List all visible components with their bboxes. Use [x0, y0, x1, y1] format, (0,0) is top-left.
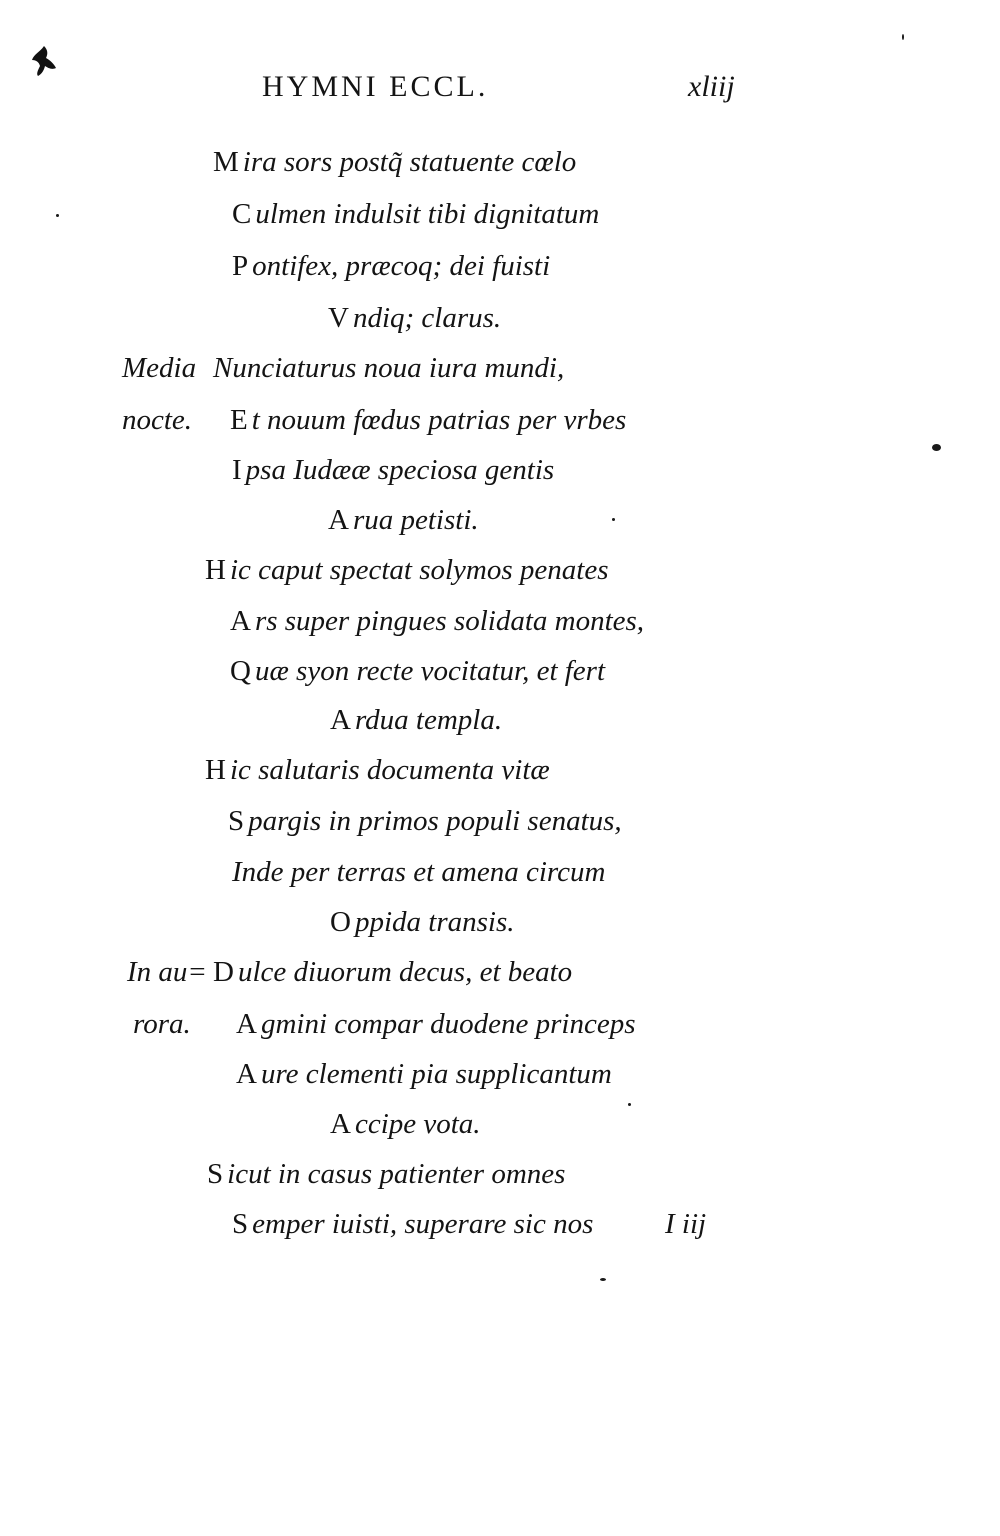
verse-text: rdua templa.: [354, 704, 503, 736]
fleuron-ornament-icon: [30, 44, 58, 78]
verse-text: ulmen indulsit tibi dignitatum: [255, 198, 600, 230]
ink-speck: [600, 1278, 606, 1281]
verse-text: psa Iudææ speciosa gentis: [245, 454, 555, 486]
verse-text: Inde per terras et amena circum: [232, 856, 606, 888]
margin-note: Media: [122, 352, 197, 384]
running-head: HYMNI ECCL.: [262, 70, 489, 103]
verse-line: [232, 1210, 593, 1239]
verse-initial: A: [330, 704, 351, 736]
verse-text: ure clementi pia supplicantum: [260, 1058, 612, 1090]
verse-line: [330, 706, 502, 735]
ink-speck: [56, 214, 59, 217]
verse-initial: S: [228, 805, 245, 837]
margin-note: In au=: [127, 956, 207, 988]
verse-text: ulce diuorum decus, et beato: [237, 956, 573, 988]
verse-line: [205, 756, 550, 785]
verse-text: pargis in primos populi senatus,: [248, 805, 622, 837]
verse-line: [230, 406, 626, 435]
verse-text: emper iuisti, superare sic nos: [252, 1208, 594, 1240]
verse-initial: Q: [230, 655, 251, 687]
verse-initial: I: [232, 454, 242, 486]
verse-line: [207, 1160, 565, 1189]
verse-line: [232, 200, 599, 229]
verse-initial: S: [232, 1208, 249, 1240]
verse-initial: A: [230, 605, 251, 637]
verse-initial: M: [213, 146, 239, 178]
verse-text: t nouum fœdus patrias per vrbes: [251, 404, 627, 436]
verse-line: [330, 1110, 481, 1139]
ink-speck: [612, 518, 615, 521]
verse-initial: A: [236, 1008, 257, 1040]
verse-line: [236, 1060, 612, 1089]
verse-line: [236, 1010, 635, 1039]
verse-initial: O: [330, 906, 351, 938]
verse-initial: A: [330, 1108, 351, 1140]
verse-initial: V: [328, 302, 349, 334]
verse-line: [205, 556, 608, 585]
verse-line: [213, 148, 576, 177]
ink-speck: [932, 444, 941, 451]
margin-note: nocte.: [122, 404, 193, 436]
verse-text: ira sors postq̃ statuente cœlo: [242, 146, 577, 178]
verse-text: ccipe vota.: [354, 1108, 481, 1140]
verse-text: ndiq; clarus.: [352, 302, 502, 334]
verse-text: ontifex, præcoq; dei fuisti: [252, 250, 551, 282]
verse-text: ic salutaris documenta vitæ: [229, 754, 550, 786]
verse-text: ic caput spectat solymos penates: [229, 554, 609, 586]
signature-mark: I iij: [665, 1208, 707, 1240]
verse-line: [328, 506, 479, 535]
margin-note: rora.: [133, 1008, 191, 1040]
verse-initial: A: [328, 504, 349, 536]
verse-text: icut in casus patienter omnes: [227, 1158, 566, 1190]
verse-line: [228, 807, 622, 836]
verse-line: [230, 657, 605, 686]
verse-line: [328, 304, 501, 333]
ink-speck: [628, 1103, 631, 1106]
verse-text: gmini compar duodene princeps: [260, 1008, 636, 1040]
verse-initial: H: [205, 754, 226, 786]
verse-line: [232, 252, 550, 281]
verse-line: [232, 456, 554, 485]
verse-text: uæ syon recte vocitatur, et fert: [254, 655, 606, 687]
verse-text: rs super pingues solidata montes,: [254, 605, 645, 637]
verse-line: [213, 354, 564, 383]
verse-text: Nunciaturus noua iura mundi,: [213, 352, 565, 384]
verse-text: ppida transis.: [354, 906, 515, 938]
verse-line: [232, 858, 605, 887]
verse-initial: D: [213, 956, 234, 988]
verse-initial: P: [232, 250, 249, 282]
verse-line: [213, 958, 572, 987]
verse-initial: S: [207, 1158, 224, 1190]
ink-speck: [902, 34, 904, 40]
verse-text: rua petisti.: [352, 504, 479, 536]
folio-number: xliij: [688, 70, 735, 103]
verse-line: [230, 607, 644, 636]
verse-initial: A: [236, 1058, 257, 1090]
verse-line: [330, 908, 514, 937]
verse-initial: H: [205, 554, 226, 586]
verse-initial: E: [230, 404, 248, 436]
verse-initial: C: [232, 198, 252, 230]
